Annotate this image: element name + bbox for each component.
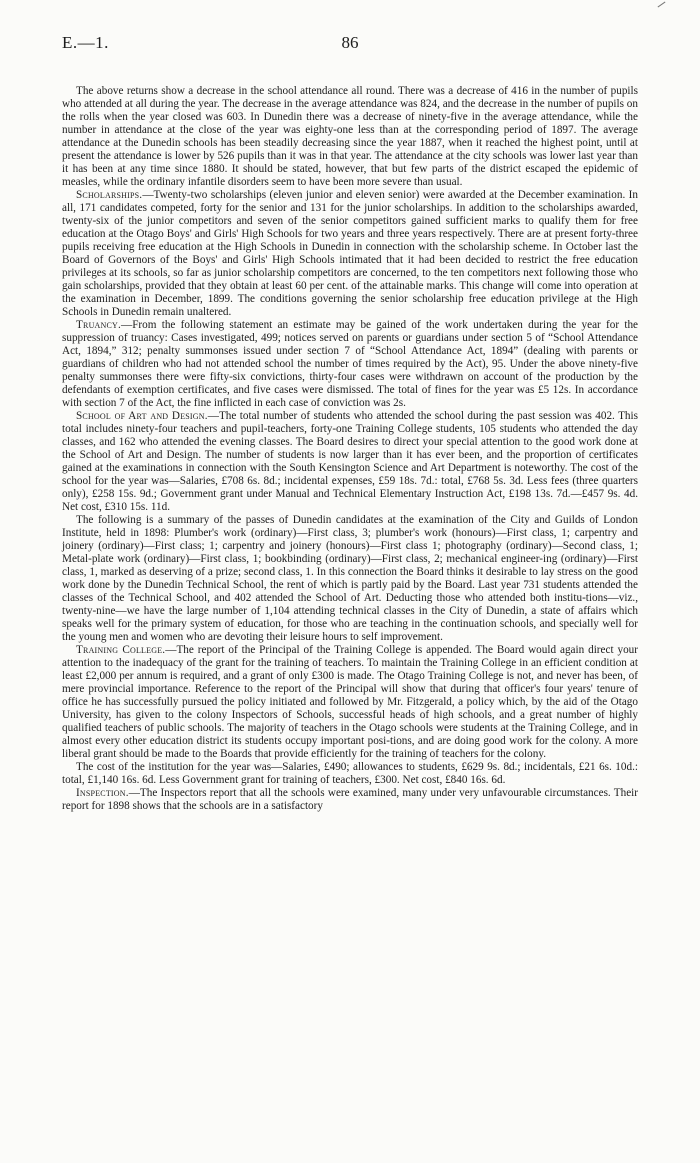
- paragraph-text: —From the following statement an estimate may be gained of the work undertaken during the year for the suppression of truancy: Cases investigated, 499; notices served on parents or guardians under section 5 of “School Attendance Act, 1894,” 312; penalty summonses issued under section 7 of “School Attendance Act, 1894” (dealing with parents or guardians of children who had not attended school the number of times required by the Act), 95. Under the above ninety-five penalty summonses there were fifty-six convictions, thirty-four cases were withdrawn on account of the production by the defendants of exemption certificates, and five cases were dismissed. The total of fines for the year was £5 12s. In accordance with section 7 of the Act, the fine inflicted in each case of conviction was 2s.: [62, 319, 638, 409]
- paragraph-text: The following is a summary of the passes of Dunedin candidates at the examination of the City and Guilds of London Institute, held in 1898: Plumber's work (ordinary)—First class, 3; plumber's work (honours)—First class, 1; carpentry and joinery (ordinary)—First class; 1; carpentry and joinery (honours)—First class 1; photography (ordinary)—Second class, 1; Metal-plate work (ordinary)—First class, 1; bookbinding (ordinary)—First class, 2; mechanical engineer-ing (ordinary)—First class, 1, marked as deserving of a prize; second class, 1. In this connection the Board thinks it desirable to lay stress on the good work done by the Dunedin Technical School, the rent of which is partly paid by the Board. Last year 731 students attended the classes of the Technical School, and 402 attended the School of Art. Deducting those who attended both institu-tions—viz., twenty-nine—we have the large number of 1,104 attending technical classes in the City of Dunedin, a state of affairs which speaks well for the primary system of education, for those who are teaching in the continuation schools, and specially well for the young men and women who are devoting their leisure hours to self improvement.: [62, 514, 638, 643]
- paragraph-training-cost: [62, 761, 638, 787]
- paragraph-text: —The report of the Principal of the Training College is appended. The Board would again direct your attention to the inadequacy of the grant for the training of teachers. To maintain the Training College in an efficient condition at least £2,000 per annum is required, and a grant of only £300 is made. The Otago Training College is not, and never has been, of mere provincial importance. Reference to the report of the Principal will show that during that officer's four years' tenure of office he has successfully pursued the policy initiated and followed by Mr. Fitzgerald, a policy which, by the aid of the Otago University, has given to the colony Inspectors of Schools, successful heads of high schools, and a great number of highly qualified teachers of public schools. The majority of teachers in the Otago schools were students at the Training College, and in almost every other education district its students occupy important posi-tions, and are doing good work for the colony. A more liberal grant should be made to the Boards that provide efficiently for the training of teachers for the colony.: [62, 644, 638, 760]
- document-reference: E.—1.: [62, 33, 109, 52]
- document-body: [62, 85, 638, 813]
- paragraph-city-and-guilds: [62, 514, 638, 644]
- section-heading: Training College.: [76, 644, 166, 656]
- paragraph-training-college: [62, 644, 638, 761]
- paragraph-school-of-art: [62, 410, 638, 514]
- paragraph-attendance: [62, 85, 638, 189]
- paragraph-text: The cost of the institution for the year was—Salaries, £490; allowances to students, £629 9s. 8d.; incidentals, £21 6s. 10d.: total, £1,140 16s. 6d. Less Government grant for training of teachers, £300. Net cost, £840 16s. 6d.: [62, 761, 638, 786]
- paragraph-scholarships: [62, 189, 638, 319]
- margin-mark: [658, 2, 666, 8]
- section-heading: School of Art and Design.: [76, 410, 208, 422]
- paragraph-text: —The total number of students who attended the school during the past session was 402. This total includes ninety-four teachers and pupil-teachers, forty-one Training College students, 105 students who attended the day classes, and 162 who attended the evening classes. The Board desires to direct your special attention to the good work done at the School of Art and Design. The number of students is now larger than it has ever been, and the proportion of certificates gained at the examinations in connection with the South Kensington Science and Art Department is noteworthy. The cost of the school for the year was—Salaries, £708 6s. 8d.; incidental expenses, £59 18s. 7d.: total, £768 5s. 3d. Less fees (three quarters only), £258 15s. 9d.; Government grant under Manual and Technical Elementary Instruction Act, £198 13s. 7d.—£457 9s. 4d. Net cost, £310 15s. 11d.: [62, 410, 638, 513]
- paragraph-inspection: [62, 787, 638, 813]
- paragraph-text: The above returns show a decrease in the school attendance all round. There was a decrease of 416 in the number of pupils who attended at all during the year. The decrease in the average attendance was 824, and the decrease in the number of pupils on the rolls when the year closed was 603. In Dunedin there was a decrease of ninety-five in the average attendance, while the number in attendance at the close of the year was eighty-one less than at the corresponding period of 1897. The average attendance at the Dunedin schools has been steadily decreasing since the year 1887, when it reached the highest point, until at present the attendance is lower by 526 pupils than it was in that year. The attendance at the city schools was lower last year than it has been at any time since 1880. It should be stated, however, that but few parts of the district escaped the epidemic of measles, while the ordinary infantile disorders seem to have been more severe than usual.: [62, 85, 638, 188]
- section-heading: Truancy.: [76, 319, 122, 331]
- paragraph-truancy: [62, 319, 638, 410]
- paragraph-text: —Twenty-two scholarships (eleven junior and eleven senior) were awarded at the December examination. In all, 171 candidates competed, forty for the senior and 131 for the junior scholarships. In addition to the scholarships awarded, twenty-six of the junior competitors and seven of the senior competitors gained sufficient marks to qualify them for free education at the Otago Boys' and Girls' High Schools for two years and three years respectively. There are at present forty-three pupils receiving free education at the High Schools in Dunedin in connection with the scholarship scheme. In October last the Board of Governors of the Boys' and Girls' High Schools intimated that it had been decided to restrict the free education privileges at its schools, so far as junior scholarship competitors are concerned, to the ten competitors next following those who gain scholarships, provided that they obtain at least 60 per cent. of the attainable marks. This change will come into operation at the examination in December, 1899. The conditions governing the senior scholarship free education privilege at the High Schools in Dunedin remain unaltered.: [62, 189, 638, 318]
- paragraph-text: —The Inspectors report that all the schools were examined, many under very unfavourable circumstances. Their report for 1898 shows that the schools are in a satisfactory: [62, 787, 638, 812]
- page-header: [62, 33, 638, 73]
- section-heading: Inspection.: [76, 787, 129, 799]
- section-heading: Scholarships.: [76, 189, 143, 201]
- page-number: 86: [341, 33, 359, 52]
